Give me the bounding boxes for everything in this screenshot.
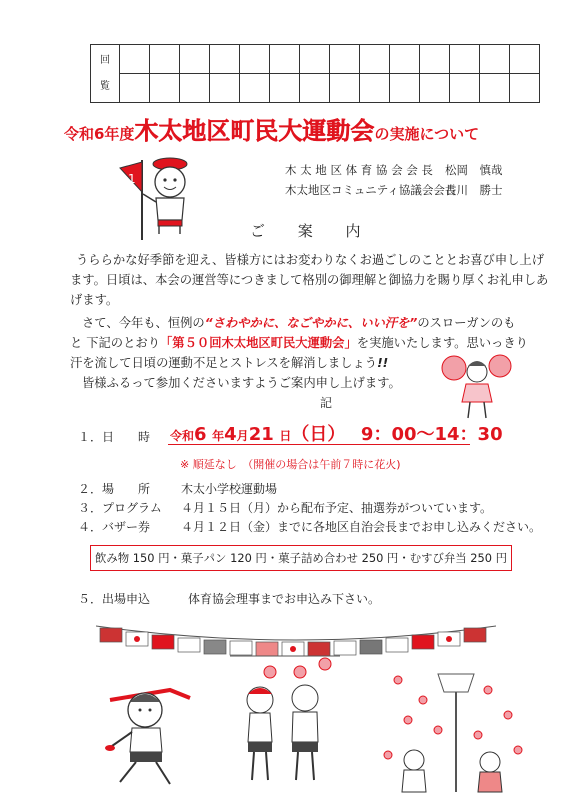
sender-2-role: 木太地区コミュニティ協議会会長 xyxy=(285,183,457,197)
body-line: うららかな好季節を迎え、皆様方にはお変わりなくお過ごしのこととお喜び申し上げ xyxy=(76,253,545,267)
body-line: げます。 xyxy=(70,293,119,307)
ball-toss-illustration xyxy=(378,660,528,795)
item-date-label: １．日 時 xyxy=(78,430,151,444)
item-program-label: ３．プログラム xyxy=(78,501,162,515)
sender-1-name: 松岡 慎哉 xyxy=(445,163,503,177)
circulation-grid xyxy=(90,44,540,103)
bread-race-illustration xyxy=(230,650,340,790)
body-line: 汗を流して日頃の運動不足とストレスを解消しましょう!! xyxy=(70,356,389,370)
item-program-value: ４月１５日（月）から配布予定、抽選券がついています。 xyxy=(181,501,493,515)
bazaar-price-box: 飲み物 150 円・菓子パン 120 円・菓子詰め合わせ 250 円・むすび弁当 250 円 xyxy=(90,545,512,571)
item-apply-label: ５．出場申込 xyxy=(78,592,151,606)
event-date: 令和6 年4月21 日（日） 9：00～14：30 xyxy=(170,424,503,445)
running-children-illustration xyxy=(100,670,210,790)
cheerleader-illustration xyxy=(440,352,515,422)
item-bazaar-value: ４月１２日（金）までに各地区自治会長までお申し込みください。 xyxy=(181,520,542,534)
item-apply-value: 体育協会理事までお申込み下さい。 xyxy=(188,592,381,606)
event-name: 「第５０回木太地区町民大運動会」 xyxy=(160,336,357,350)
sender-1-role: 木 太 地 区 体 育 協 会 会 長 xyxy=(285,163,433,177)
date-underline xyxy=(168,444,470,445)
boy-with-flag-illustration xyxy=(112,152,192,242)
circulation-label: 回 覧 xyxy=(91,45,120,103)
item-bazaar-label: ４．バザー券 xyxy=(78,520,151,534)
item-place-value: 木太小学校運動場 xyxy=(181,482,278,496)
notice-heading: ご 案 内 xyxy=(250,222,375,240)
item-place-label: ２．場 所 xyxy=(78,482,151,496)
slogan: “さわやかに、なごやかに、いい汗を” xyxy=(204,316,418,330)
ki-mark: 記 xyxy=(320,396,333,410)
sender-2-name: 古川 勝士 xyxy=(445,183,503,197)
body-line: ます。日頃は、本会の運営等につきまして格別の御理解と御協力を賜り厚くお礼申しあ xyxy=(70,273,549,287)
svg-text:1: 1 xyxy=(128,172,136,186)
body-line: と 下記のとおり「第５０回木太地区町民大運動会」を実施いたします。思いっきり xyxy=(70,336,528,350)
page-title: 令和6年度木太地区町民大運動会の実施について xyxy=(64,117,480,145)
body-line: さて、今年も、恒例の“さわやかに、なごやかに、いい汗を”のスローガンのも xyxy=(82,316,516,330)
body-line: 皆様ふるって参加くださいますようご案内申し上げます。 xyxy=(82,376,401,390)
postpone-note: ※ 順延なし （開催の場合は午前７時に花火) xyxy=(180,458,401,471)
